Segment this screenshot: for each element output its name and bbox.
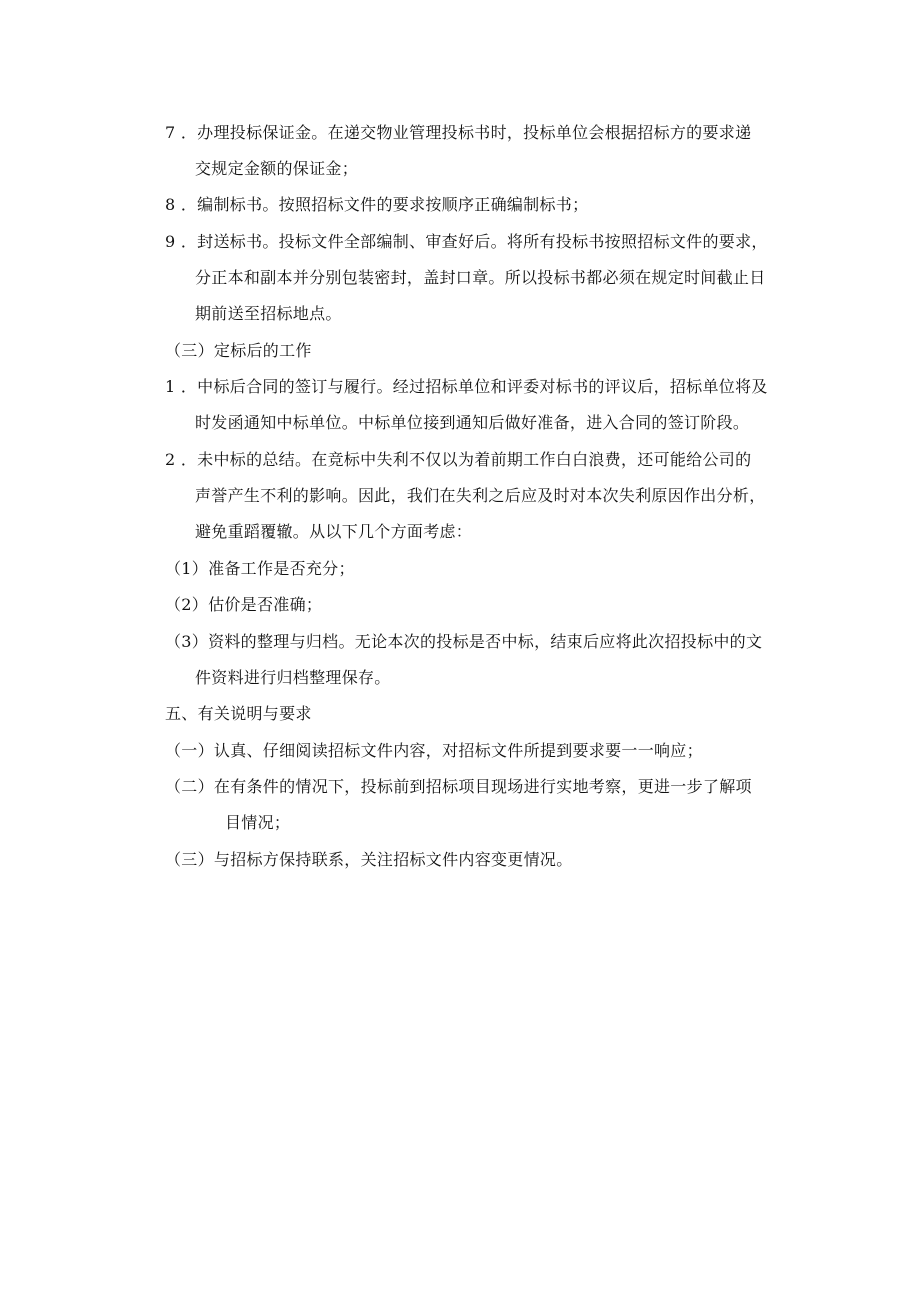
subitem-2-line-1: （2）估价是否准确； bbox=[165, 595, 323, 614]
item-1-line-2: 时发函通知中标单位。中标单位接到通知后做好准备，进入合同的签订阶段。 bbox=[195, 413, 750, 432]
item-1-line-1: 1 ．中标后合同的签订与履行。经过招标单位和评委对标书的评议后，招标单位将及 bbox=[165, 377, 768, 396]
item-9-line-3: 期前送至招标地点。 bbox=[195, 304, 342, 323]
requirement-2-line-2: 目情况； bbox=[225, 813, 291, 832]
requirement-2-line-1: （二）在有条件的情况下，投标前到招标项目现场进行实地考察，更进一步了解项 bbox=[165, 777, 752, 796]
subitem-3-line-1: （3）资料的整理与归档。无论本次的投标是否中标，结束后应将此次招投标中的文 bbox=[165, 632, 763, 651]
requirement-3-line-1: （三）与招标方保持联系，关注招标文件内容变更情况。 bbox=[165, 850, 573, 869]
section-heading-five: 五、有关说明与要求 bbox=[165, 704, 312, 723]
item-9-line-2: 分正本和副本并分别包装密封，盖封口章。所以投标书都必须在规定时间截止日 bbox=[195, 268, 766, 287]
section-heading-three: （三）定标后的工作 bbox=[165, 341, 312, 360]
item-2-line-1: 2 ．未中标的总结。在竞标中失利不仅以为着前期工作白白浪费，还可能给公司的 bbox=[165, 450, 752, 469]
item-7-line-1: 7 ．办理投标保证金。在递交物业管理投标书时，投标单位会根据招标方的要求递 bbox=[165, 123, 752, 142]
item-2-line-3: 避免重蹈覆辙。从以下几个方面考虑： bbox=[195, 522, 473, 541]
item-2-line-2: 声誉产生不利的影响。因此，我们在失利之后应及时对本次失利原因作出分析， bbox=[195, 486, 766, 505]
item-7-line-2: 交规定金额的保证金； bbox=[195, 159, 359, 178]
requirement-1-line-1: （一）认真、仔细阅读招标文件内容，对招标文件所提到要求要一一响应； bbox=[165, 741, 703, 760]
subitem-1-line-1: （1）准备工作是否充分； bbox=[165, 559, 355, 578]
item-8-line-1: 8 ．编制标书。按照招标文件的要求按顺序正确编制标书； bbox=[165, 195, 589, 214]
item-9-line-1: 9 ．封送标书。投标文件全部编制、审查好后。将所有投标书按照招标文件的要求， bbox=[165, 232, 768, 251]
subitem-3-line-2: 件资料进行归档整理保存。 bbox=[195, 668, 391, 687]
